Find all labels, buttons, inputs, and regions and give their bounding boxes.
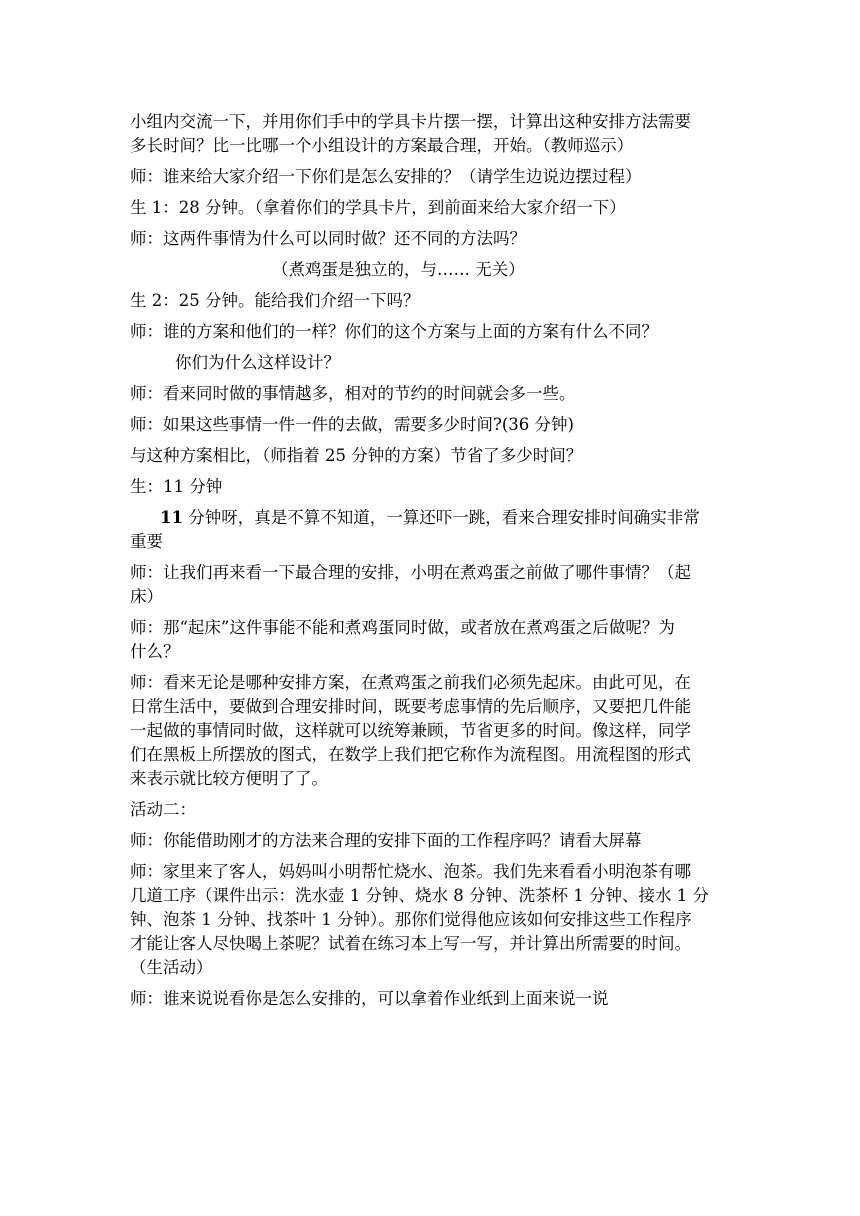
paragraph	[130, 351, 730, 375]
text-line: 来表示就比较方便明了了。	[130, 769, 328, 788]
paragraph	[130, 506, 730, 554]
text-line: 小组内交流一下，并用你们手中的学具卡片摆一摆，计算出这种安排方法需要	[130, 112, 691, 131]
paragraph	[130, 382, 730, 406]
text-line: （生活动）	[130, 958, 213, 977]
document-body	[130, 110, 730, 1011]
text-line: 重要	[130, 532, 163, 551]
text-line: 生 2：25 分钟。能给我们介绍一下吗？	[130, 291, 420, 310]
text-line: 师：看来同时做的事情越多，相对的节约的时间就会多一些。	[130, 384, 576, 403]
text-line: 师：这两件事情为什么可以同时做？还不同的方法吗？	[130, 229, 526, 248]
paragraph	[130, 671, 730, 791]
paragraph	[130, 258, 730, 282]
text-line: 师：让我们再来看一下最合理的安排，小明在煮鸡蛋之前做了哪件事情？（起	[130, 563, 691, 582]
paragraph	[130, 475, 730, 499]
text-line: 一起做的事情同时做，这样就可以统筹兼顾，节省更多的时间。像这样，同学	[130, 721, 691, 740]
text-line	[130, 506, 730, 530]
bold-number: 11	[160, 508, 183, 527]
text-line: 床）	[130, 587, 163, 606]
paragraph	[130, 616, 730, 664]
text-line: 师：那“起床”这件事能不能和煮鸡蛋同时做，或者放在煮鸡蛋之后做呢？为	[130, 618, 675, 637]
paragraph	[130, 227, 730, 251]
text-line: 生：11 分钟	[130, 477, 223, 496]
text-line: 师：谁来说说看你是怎么安排的，可以拿着作业纸到上面来说一说	[130, 989, 609, 1008]
paragraph	[130, 413, 730, 437]
paragraph	[130, 987, 730, 1011]
paragraph	[130, 829, 730, 853]
text-line: 你们为什么这样设计？	[175, 353, 340, 372]
text-line: 们在黑板上所摆放的图式，在数学上我们把它称作为流程图。用流程图的形式	[130, 745, 691, 764]
note-line: （煮鸡蛋是独立的，与…… 无关）	[272, 260, 525, 279]
text-line: 师：谁来给大家介绍一下你们是怎么安排的？（请学生边说边摆过程）	[130, 167, 642, 186]
paragraph	[130, 798, 730, 822]
paragraph	[130, 110, 730, 158]
section-heading: 活动二：	[130, 800, 196, 819]
text-line: 日常生活中，要做到合理安排时间，既要考虑事情的先后顺序，又要把几件能	[130, 697, 691, 716]
paragraph	[130, 289, 730, 313]
text-line: 师：你能借助刚才的方法来合理的安排下面的工作程序吗？请看大屏幕	[130, 831, 642, 850]
paragraph	[130, 561, 730, 609]
text-line: 什么？	[130, 642, 180, 661]
text-span: 分钟呀，真是不算不知道，一算还吓一跳，看来合理安排时间确实非常	[182, 508, 700, 527]
text-line: 才能让客人尽快喝上茶呢？试着在练习本上写一写，并计算出所需要的时间。	[130, 934, 691, 953]
paragraph	[130, 320, 730, 344]
text-line: 师：谁的方案和他们的一样？你们的这个方案与上面的方案有什么不同？	[130, 322, 658, 341]
text-line: 几道工序（课件出示：洗水壶 1 分钟、烧水 8 分钟、洗茶杯 1 分钟、接水 1 分	[130, 886, 709, 905]
text-line: 钟、泡茶 1 分钟、找茶叶 1 分钟）。那你们觉得他应该如何安排这些工作程序	[130, 910, 692, 929]
text-line: 多长时间？比一比哪一个小组设计的方案最合理，开始。（教师巡示）	[130, 136, 634, 155]
text-line: 师：看来无论是哪种安排方案，在煮鸡蛋之前我们必须先起床。由此可见，在	[130, 673, 691, 692]
paragraph	[130, 444, 730, 468]
paragraph	[130, 860, 730, 980]
text-line: 师：家里来了客人，妈妈叫小明帮忙烧水、泡茶。我们先来看看小明泡茶有哪	[130, 862, 691, 881]
text-line: 与这种方案相比，（师指着 25 分钟的方案）节省了多少时间？	[130, 446, 583, 465]
paragraph	[130, 196, 730, 220]
text-line: 师：如果这些事情一件一件的去做，需要多少时间?(36 分钟)	[130, 415, 574, 434]
text-line: 生 1：28 分钟。（拿着你们的学具卡片，到前面来给大家介绍一下）	[130, 198, 626, 217]
paragraph	[130, 165, 730, 189]
